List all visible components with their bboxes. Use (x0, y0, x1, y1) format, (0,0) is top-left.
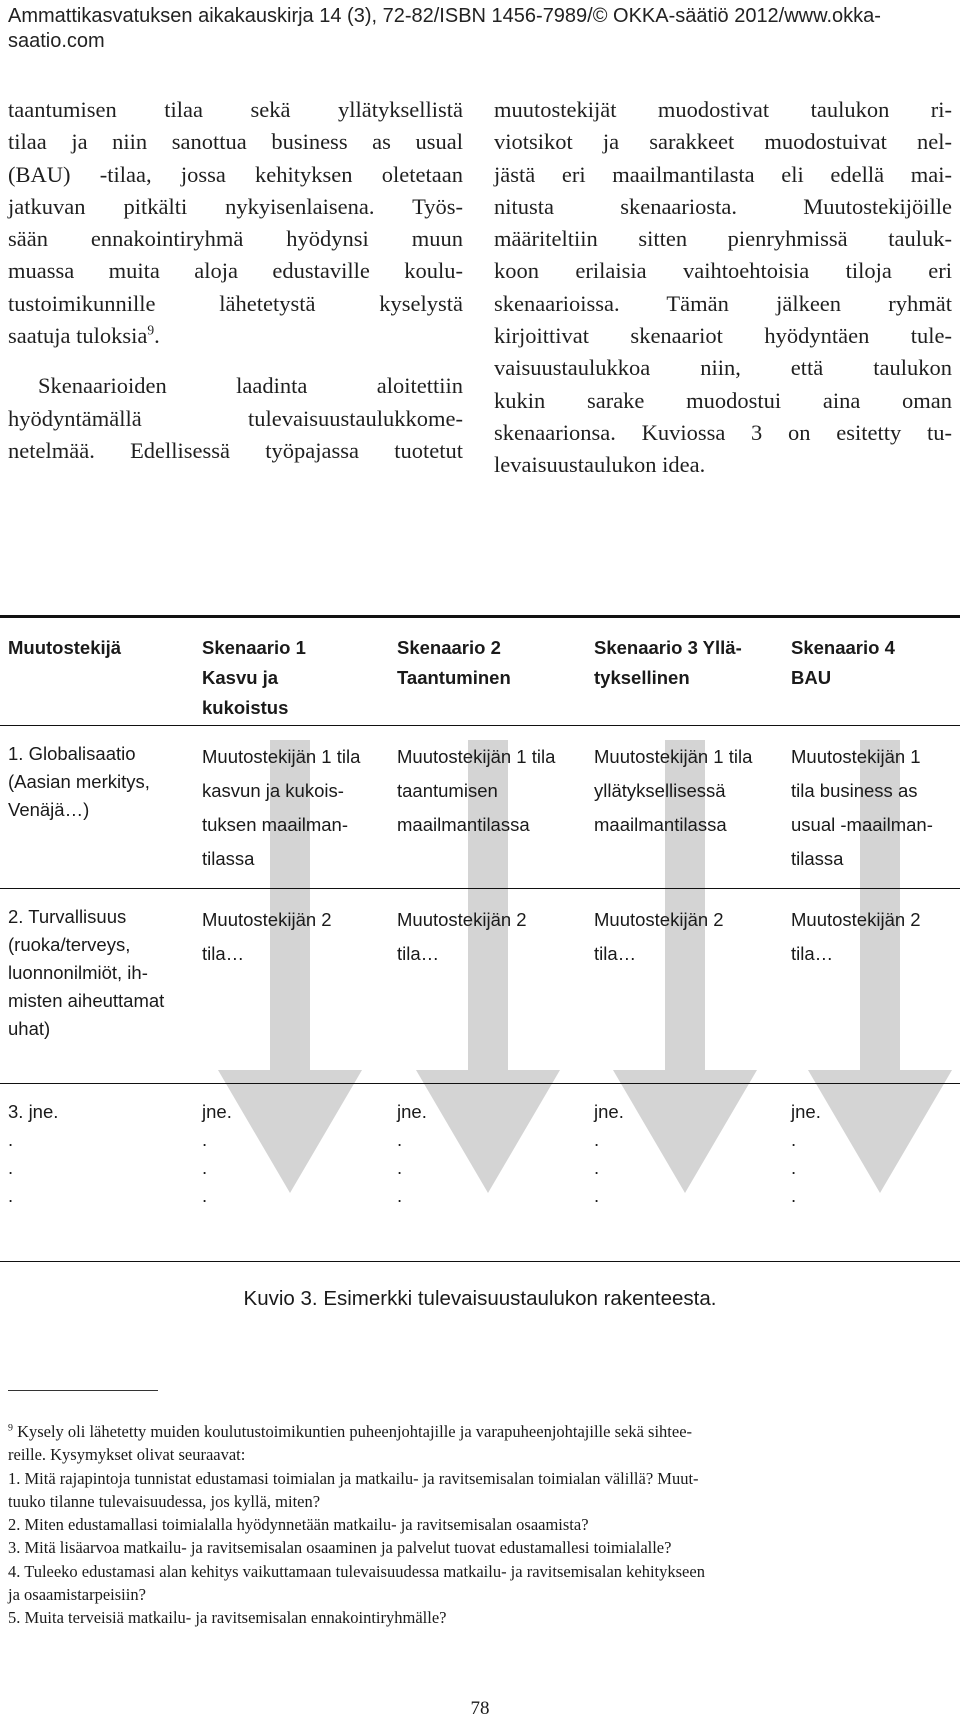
journal-header: Ammattikasvatuksen aikakauskirja 14 (3), 72-82/ISBN 1456-7989/© OKKA-säätiö 2012/www.okka-saatio.com (8, 5, 881, 52)
cell-line: Taantuminen (397, 667, 511, 688)
cell-line: tilassa (791, 848, 844, 869)
table-cell (8, 1098, 193, 1210)
cell-line: tila business as (791, 780, 918, 801)
footnote-rule (8, 1390, 158, 1391)
footnote-line (8, 1420, 954, 1443)
cell-line: tila… (791, 943, 834, 964)
table-cell (397, 740, 587, 842)
cell-line: . (202, 1185, 208, 1206)
text-line: jatkuvan pitkälti nykyisenlaisena. Työs- (8, 193, 463, 219)
table-cell (594, 633, 784, 693)
text-column-right (494, 94, 952, 482)
footnote-number: 9 (8, 1422, 13, 1434)
table-cell (791, 633, 956, 693)
text-line: muassa muita aloja edustaville koulu- (8, 258, 463, 284)
cell-line: (ruoka/terveys, (8, 934, 131, 955)
cell-line: 1. Globalisaatio (8, 743, 136, 764)
cell-line: . (8, 1129, 14, 1150)
footnote-line: ja osaamistarpeisiin? (8, 1585, 146, 1605)
cell-line: Venäjä…) (8, 799, 90, 820)
table-cell (202, 1098, 387, 1210)
cell-line: Muutostekijän 1 (791, 746, 921, 767)
table-cell (594, 740, 784, 842)
cell-line: jne. (202, 1101, 232, 1122)
cell-line: maailmantilassa (594, 814, 727, 835)
cell-line: (Aasian merkitys, (8, 771, 150, 792)
text-line: skenaarioissa. Tämän jälkeen ryhmät (494, 290, 952, 316)
text-line: Skenaarioiden laadinta aloitettiin (38, 373, 463, 399)
text-line: muutostekijät muodostivat taulukon ri- (494, 97, 952, 122)
table-cell (791, 903, 956, 971)
paragraph (494, 94, 952, 482)
text-line: koon erilaisia vaihtoehtoisia tiloja eri (494, 258, 952, 284)
cell-line: Skenaario 4 (791, 637, 895, 658)
table-bottom-rule (0, 1261, 960, 1262)
text-line: jästä eri maailmantilasta eli edellä mai- (494, 161, 952, 187)
cell-line: . (202, 1129, 208, 1150)
table-row-rule (0, 1083, 960, 1084)
text-line: sään ennakointiryhmä hyödynsi muun (8, 226, 463, 252)
page-number: 78 (470, 1698, 490, 1719)
future-table-figure (0, 615, 960, 1262)
footnote-line: 5. Muita terveisiä matkailu- ja ravitsemisalan ennakointiryhmälle? (8, 1608, 447, 1628)
footnotes (8, 1420, 954, 1630)
table-cell (8, 903, 193, 1043)
cell-line: . (791, 1129, 797, 1150)
cell-line: tila… (594, 943, 637, 964)
cell-line: . (397, 1157, 403, 1178)
footnote-line: reille. Kysymykset olivat seuraavat: (8, 1445, 246, 1465)
footnote-line: tuuko tilanne tulevaisuudessa, jos kyllä, miten? (8, 1491, 321, 1511)
cell-line: Skenaario 1 (202, 637, 306, 658)
paragraph (8, 94, 463, 352)
text-line: vaisuustaulukkoa niin, että taulukon (494, 355, 952, 381)
cell-line: maailmantilassa (397, 814, 530, 835)
cell-line: 2. Turvallisuus (8, 906, 127, 927)
figure-caption: Kuvio 3. Esimerkki tulevaisuustaulukon rakenteesta. (243, 1287, 717, 1310)
cell-line: tuksen maailman- (202, 814, 349, 835)
table-cell (397, 1098, 587, 1210)
cell-line: jne. (397, 1101, 427, 1122)
cell-line: Muutostekijän 2 (202, 909, 332, 930)
cell-line: BAU (791, 667, 832, 688)
footnote-line: 1. Mitä rajapintoja tunnistat edustamasi toimialan ja matkailu- ja ravitsemisalan toimialan välillä? Muut- (8, 1468, 699, 1488)
footnote-ref: 9 (147, 322, 155, 338)
cell-line: 3. jne. (8, 1101, 59, 1122)
cell-line: . (397, 1185, 403, 1206)
cell-line: . (594, 1185, 600, 1206)
table-cell (202, 903, 387, 971)
cell-line: Muutostekijän 1 tila (202, 746, 361, 767)
table-cell (8, 740, 193, 824)
cell-line: Muutostekijä (8, 637, 122, 658)
table-cell (202, 633, 387, 723)
table-cell (594, 1098, 784, 1210)
table-top-rule (0, 615, 960, 618)
text-fragment: saatuja tuloksia (8, 323, 148, 349)
cell-line: Muutostekijän 2 (397, 909, 527, 930)
footnote-line: 2. Miten edustamallasi toimialalla hyödynnetään matkailu- ja ravitsemisalan osaamista? (8, 1515, 589, 1535)
table-cell (594, 903, 784, 971)
paragraph (8, 370, 463, 467)
cell-line: . (8, 1157, 14, 1178)
cell-line: . (594, 1157, 600, 1178)
footnote-text: Kysely oli lähetetty muiden koulutustoimikuntien puheenjohtajille ja varapuheenjohtajille sekä sihtee- (12, 1422, 693, 1441)
footnote-line: 4. Tuleeko edustamasi alan kehitys vaikuttamaan tulevaisuudessa matkailu- ja ravitsemisalan kehitykseen (8, 1561, 705, 1581)
text-line: netelmää. Edellisessä työpajassa tuotetut (8, 437, 463, 463)
footnote-line: 3. Mitä lisäarvoa matkailu- ja ravitsemisalan osaaminen ja palvelut tuovat edustamallesi toimialalle? (8, 1538, 672, 1558)
cell-line: Kasvu ja (202, 667, 279, 688)
cell-line: uhat) (8, 1018, 51, 1039)
cell-line: kukoistus (202, 697, 289, 718)
table-header-rule (0, 725, 960, 726)
cell-line: . (397, 1129, 403, 1150)
table-cell (791, 1098, 956, 1210)
cell-line: misten aiheuttamat (8, 990, 165, 1011)
cell-line: tila… (202, 943, 245, 964)
cell-line: . (791, 1157, 797, 1178)
text-line: hyödyntämällä tulevaisuustaulukkome- (8, 405, 463, 431)
table-cell (397, 903, 587, 971)
cell-line: Muutostekijän 1 tila (397, 746, 556, 767)
text-line: viotsikot ja sarakkeet muodostuivat nel- (494, 129, 952, 155)
text-line: kirjoittivat skenaariot hyödyntäen tule- (494, 323, 952, 349)
text-line: taantumisen tilaa sekä yllätyksellistä (8, 97, 463, 122)
cell-line: . (202, 1157, 208, 1178)
cell-line: Muutostekijän 1 tila (594, 746, 753, 767)
text-line (8, 320, 463, 352)
text-line: kukin sarake muodostui aina oman (494, 387, 952, 413)
table-cell (397, 633, 587, 693)
text-line: nitusta skenaariosta. Muutostekijöille (494, 193, 952, 219)
cell-line: Muutostekijän 2 (594, 909, 724, 930)
text-line: (BAU) -tilaa, jossa kehityksen oletetaan (8, 161, 463, 187)
cell-line: tila… (397, 943, 440, 964)
cell-line: jne. (594, 1101, 624, 1122)
cell-line: yllätyksellisessä (594, 780, 726, 801)
cell-line: tilassa (202, 848, 255, 869)
text-column-left (8, 94, 463, 467)
cell-line: . (791, 1185, 797, 1206)
cell-line: taantumisen (397, 780, 498, 801)
cell-line: luonnonilmiöt, ih- (8, 962, 148, 983)
cell-line: . (8, 1185, 14, 1206)
text-fragment: . (154, 323, 160, 349)
text-line: tilaa ja niin sanottua business as usual (8, 129, 463, 155)
cell-line: Skenaario 2 (397, 637, 501, 658)
table-cell (791, 740, 956, 876)
text-line: määriteltiin sitten pienryhmissä tauluk- (494, 226, 952, 252)
text-line: tustoimikunnille lähetetystä kyselystä (8, 290, 463, 316)
table-row-rule (0, 888, 960, 889)
cell-line: kasvun ja kukois- (202, 780, 344, 801)
table-cell (202, 740, 387, 876)
cell-line: jne. (791, 1101, 821, 1122)
table-cell (8, 633, 193, 663)
cell-line: . (594, 1129, 600, 1150)
cell-line: Muutostekijän 2 (791, 909, 921, 930)
cell-line: Skenaario 3 Yllä- (594, 637, 742, 658)
cell-line: tyksellinen (594, 667, 690, 688)
text-line: levaisuustaulukon idea. (494, 452, 706, 478)
cell-line: usual -maailman- (791, 814, 933, 835)
text-line: skenaarionsa. Kuviossa 3 on esitetty tu- (494, 419, 952, 445)
